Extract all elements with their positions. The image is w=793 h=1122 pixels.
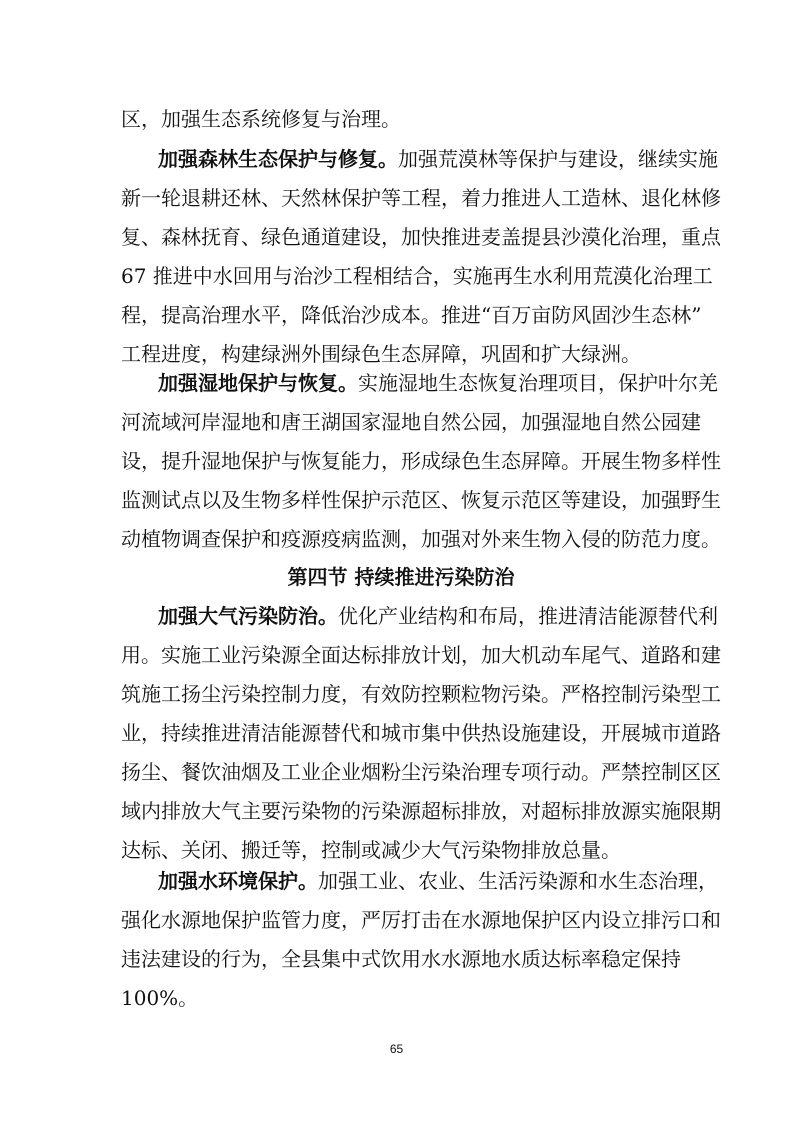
paragraph-line	[121, 944, 681, 974]
text: 强化水源地保护监管力度，严厉打击在水源地保护区内设立排污口和	[121, 908, 721, 932]
text: 设，提升湿地保护与恢复能力，形成绿色生态屏障。开展生物多样性	[121, 449, 721, 473]
paragraph-line	[121, 640, 721, 670]
paragraph-air-line	[158, 601, 718, 631]
text: 工程进度，构建绿洲外围绿色生态屏障，巩固和扩大绿洲。	[121, 342, 641, 366]
paragraph-line	[121, 679, 721, 709]
paragraph-line	[121, 104, 681, 134]
paragraph-line	[121, 983, 681, 1013]
paragraph-line	[121, 183, 721, 213]
text: 区，加强生态系统修复与治理。	[121, 107, 401, 131]
paragraph-heading: 加强湿地保护与恢复。	[158, 371, 358, 395]
text: 67 推进中水回用与治沙工程相结合，实施再生水利用荒漠化治理工	[121, 264, 713, 288]
paragraph-line	[121, 407, 701, 437]
paragraph-line	[121, 222, 721, 252]
text: 用。实施工业污染源全面达标排放计划，加大机动车尾气、道路和建	[121, 643, 721, 667]
text: 动植物调查保护和疫源疫病监测，加强对外来生物入侵的防范力度。	[121, 527, 721, 551]
paragraph-line	[121, 300, 702, 330]
text: 河流域河岸湿地和唐王湖国家湿地自然公园，加强湿地自然公园建	[121, 410, 701, 434]
text: 复、森林抚育、绿色通道建设，加快推进麦盖提县沙漠化治理，重点	[121, 225, 721, 249]
text: 达标、关闭、搬迁等，控制或减少大气污染物排放总量。	[121, 838, 621, 862]
text: 违法建设的行为，全县集中式饮用水水源地水质达标率稳定保持	[121, 947, 681, 971]
text: 优化产业结构和布局，推进清洁能源替代利	[338, 604, 718, 628]
text: 程，提高治理水平，降低治沙成本。推进“百万亩防风固沙生态林”	[121, 303, 702, 327]
paragraph-line	[121, 905, 721, 935]
text: 筑施工扬尘污染控制力度，有效防控颗粒物污染。严格控制污染型工	[121, 682, 721, 706]
text: 实施湿地生态恢复治理项目，保护叶尔羌	[358, 371, 718, 395]
text: 加强工业、农业、生活污染源和水生态治理，	[318, 869, 718, 893]
section-title: 第四节 持续推进污染防治	[287, 565, 515, 589]
paragraph-heading: 加强森林生态保护与修复。	[158, 147, 398, 171]
paragraph-line	[121, 485, 721, 515]
paragraph-line	[121, 261, 713, 291]
paragraph-forest-line	[158, 144, 718, 174]
paragraph-heading: 加强水环境保护。	[158, 869, 318, 893]
paragraph-wetland-line	[158, 368, 718, 398]
paragraph-heading: 加强大气污染防治。	[158, 604, 338, 628]
paragraph-line	[121, 796, 721, 826]
paragraph-line	[121, 446, 721, 476]
paragraph-line	[121, 524, 721, 554]
text: 监测试点以及生物多样性保护示范区、恢复示范区等建设，加强野生	[121, 488, 721, 512]
text: 业，持续推进清洁能源替代和城市集中供热设施建设，开展城市道路	[121, 721, 721, 745]
paragraph-line	[121, 339, 681, 369]
text: 扬尘、餐饮油烟及工业企业烟粉尘污染治理专项行动。严禁控制区区	[121, 760, 721, 784]
text: 域内排放大气主要污染物的污染源超标排放，对超标排放源实施限期	[121, 799, 721, 823]
paragraph-water-line	[158, 866, 718, 896]
text: 100%。	[121, 986, 199, 1010]
page-number: 65	[389, 1042, 404, 1056]
text: 新一轮退耕还林、天然林保护等工程，着力推进人工造林、退化林修	[121, 186, 721, 210]
text: 加强荒漠林等保护与建设，继续实施	[398, 147, 718, 171]
paragraph-line	[121, 757, 721, 787]
paragraph-line	[121, 718, 721, 748]
paragraph-line	[121, 835, 681, 865]
